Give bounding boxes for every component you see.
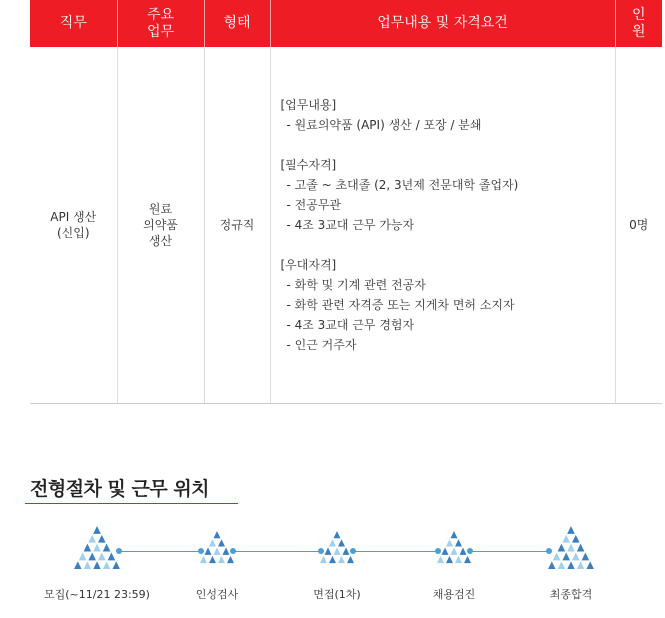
cell-type: 정규직 — [204, 47, 270, 403]
cell-main-duty: 원료 의약품 생산 — [117, 47, 204, 403]
header-type: 형태 — [204, 0, 270, 47]
duty-group — [281, 255, 615, 355]
header-main-duty: 주요 업무 — [117, 0, 204, 47]
process-step-label: 면접(1차) — [313, 588, 361, 601]
process-step-label: 모집(~11/21 23:59) — [44, 588, 150, 601]
job-table — [30, 0, 662, 404]
process-step-icon — [319, 530, 355, 567]
duty-item: - 화학 및 기계 관련 전공자 — [286, 277, 426, 292]
section-title: 전형절차 및 근무 위치 — [30, 478, 210, 500]
header-headcount: 인 원 — [615, 0, 662, 47]
cell-headcount: 0명 — [615, 47, 662, 403]
process-connector — [353, 551, 438, 552]
duty-item: - 고졸 ~ 초대졸 (2, 3년제 전문대학 졸업자) — [286, 177, 519, 192]
process-step-label: 채용검진 — [432, 588, 476, 601]
duty-item: - 전공무관 — [286, 197, 342, 212]
process-step-label: 최종합격 — [549, 588, 593, 601]
process-step-icon — [436, 530, 472, 567]
duty-item: - 4조 3교대 근무 가능자 — [286, 217, 415, 232]
process-connector — [233, 551, 321, 552]
duty-item: - 4조 3교대 근무 경험자 — [286, 317, 415, 332]
process-connector — [119, 551, 201, 552]
duty-group — [281, 95, 615, 135]
duty-group-title: [필수자격] — [280, 157, 337, 172]
duty-group-title: [우대자격] — [280, 257, 337, 272]
table-header-row — [30, 0, 662, 47]
section-underline — [25, 503, 238, 504]
duty-item: - 화학 관련 자격증 또는 지게차 면허 소지자 — [286, 297, 515, 312]
header-duties: 업무내용 및 자격요건 — [270, 0, 615, 47]
duties-groups — [281, 95, 615, 355]
cell-duties — [270, 47, 615, 403]
process-flow — [0, 520, 665, 618]
process-connector — [470, 551, 549, 552]
process-step-icon — [547, 525, 595, 573]
duty-item: - 인근 거주자 — [286, 337, 357, 352]
process-step-icon — [199, 530, 235, 567]
cell-job — [30, 47, 117, 403]
job-title: API 생산 — [50, 209, 97, 224]
job-subtitle: (신입) — [56, 225, 90, 240]
process-step-label: 인성검사 — [195, 588, 239, 601]
header-job: 직무 — [30, 0, 117, 47]
process-step-icon — [73, 525, 121, 573]
duty-item: - 원료의약품 (API) 생산 / 포장 / 분쇄 — [286, 117, 482, 132]
duty-group — [281, 155, 615, 235]
table-row — [30, 47, 662, 403]
duty-group-title: [업무내용] — [280, 97, 337, 112]
